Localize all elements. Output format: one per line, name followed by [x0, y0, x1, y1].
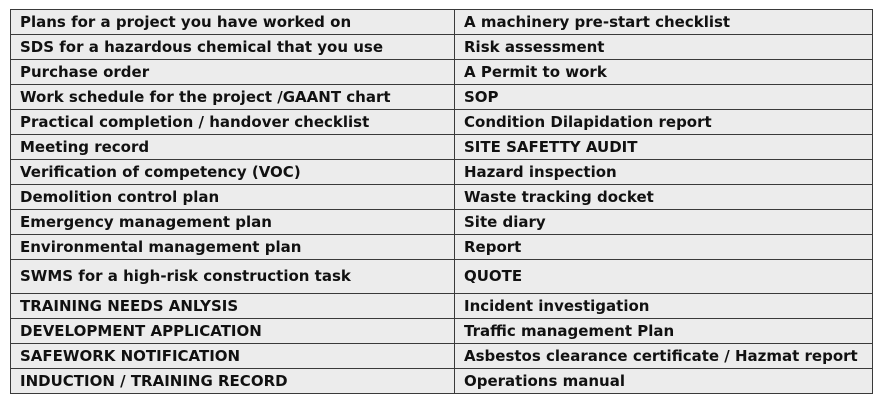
table-cell-right: A Permit to work: [455, 60, 873, 85]
table-cell-right: Hazard inspection: [455, 160, 873, 185]
table-cell-right: SITE SAFETTY AUDIT: [455, 135, 873, 160]
table-row: [11, 344, 873, 369]
table-row: [11, 85, 873, 110]
document-list-table: [10, 9, 873, 394]
table-cell-right: SOP: [455, 85, 873, 110]
table-cell-right: QUOTE: [455, 260, 873, 294]
table-cell-left: Practical completion / handover checklist: [11, 110, 455, 135]
table-row: [11, 60, 873, 85]
table-row: [11, 235, 873, 260]
table-cell-left: SAFEWORK NOTIFICATION: [11, 344, 455, 369]
table-cell-left: INDUCTION / TRAINING RECORD: [11, 369, 455, 394]
table-cell-right: Operations manual: [455, 369, 873, 394]
table-cell-left: Emergency management plan: [11, 210, 455, 235]
table-cell-right: Waste tracking docket: [455, 185, 873, 210]
table-cell-left: TRAINING NEEDS ANLYSIS: [11, 294, 455, 319]
table-cell-right: Traffic management Plan: [455, 319, 873, 344]
table-cell-left: Work schedule for the project /GAANT chart: [11, 85, 455, 110]
table-cell-right: A machinery pre-start checklist: [455, 10, 873, 35]
table-cell-left: Verification of competency (VOC): [11, 160, 455, 185]
table-cell-left: SWMS for a high-risk construction task: [11, 260, 455, 294]
table-row: [11, 185, 873, 210]
table-row: [11, 135, 873, 160]
table-cell-right: Risk assessment: [455, 35, 873, 60]
table-row: [11, 369, 873, 394]
table-cell-right: Report: [455, 235, 873, 260]
table-cell-right: Incident investigation: [455, 294, 873, 319]
table-cell-right: Asbestos clearance certificate / Hazmat report: [455, 344, 873, 369]
table-cell-right: Condition Dilapidation report: [455, 110, 873, 135]
table-row: [11, 35, 873, 60]
table-row: [11, 294, 873, 319]
table-cell-left: Meeting record: [11, 135, 455, 160]
table-row: [11, 260, 873, 294]
table-cell-right: Site diary: [455, 210, 873, 235]
table-row: [11, 160, 873, 185]
table-cell-left: Plans for a project you have worked on: [11, 10, 455, 35]
table-cell-left: Demolition control plan: [11, 185, 455, 210]
table-cell-left: DEVELOPMENT APPLICATION: [11, 319, 455, 344]
table-row: [11, 319, 873, 344]
table-row: [11, 10, 873, 35]
table-row: [11, 210, 873, 235]
table-row: [11, 110, 873, 135]
table-cell-left: SDS for a hazardous chemical that you use: [11, 35, 455, 60]
table-cell-left: Purchase order: [11, 60, 455, 85]
table-cell-left: Environmental management plan: [11, 235, 455, 260]
